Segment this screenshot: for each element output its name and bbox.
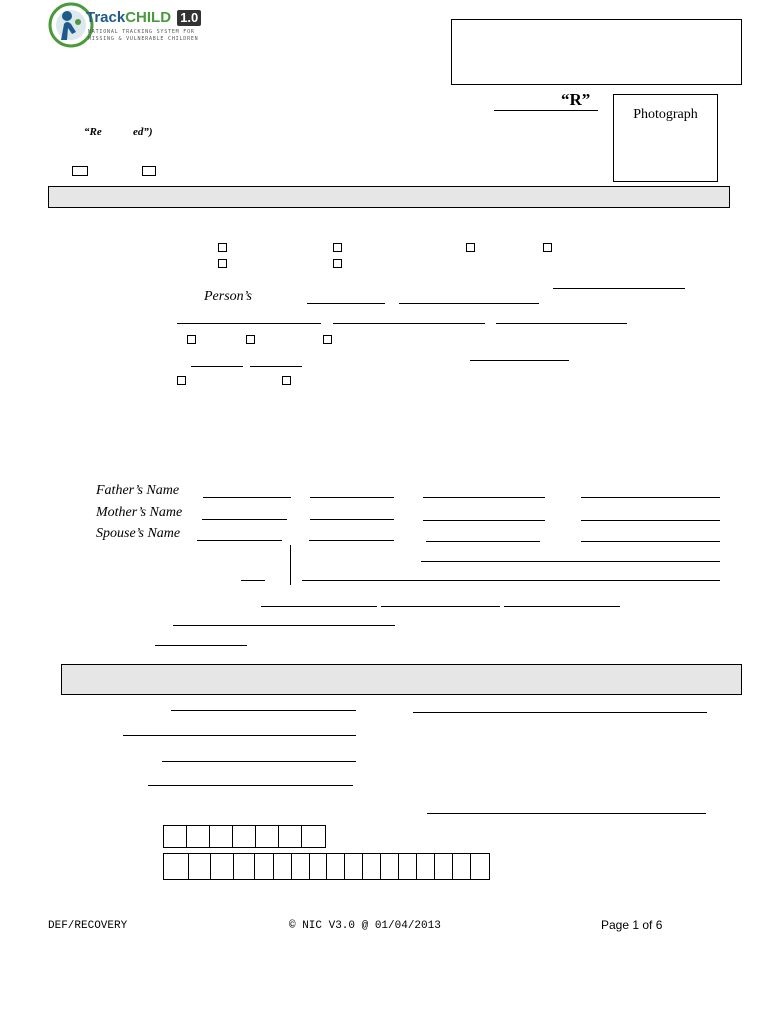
- father-field-3[interactable]: [423, 497, 545, 498]
- re-text-1: “Re: [84, 126, 102, 138]
- grid-cell[interactable]: [327, 854, 345, 879]
- checkbox-r1-1[interactable]: [218, 243, 227, 252]
- version-badge: 1.0: [177, 10, 201, 26]
- spouse-name-label: Spouse’s Name: [96, 526, 181, 541]
- grid-cell[interactable]: [256, 826, 279, 847]
- checkbox-r3-3[interactable]: [323, 335, 332, 344]
- option-checkbox-2[interactable]: [142, 166, 156, 176]
- r-mark: “R”: [561, 90, 591, 109]
- char-grid-short[interactable]: [163, 825, 326, 848]
- grid-cell[interactable]: [310, 854, 328, 879]
- mother-field-4[interactable]: [581, 520, 720, 521]
- re-text-2: ed”): [133, 126, 153, 138]
- char-grid-long[interactable]: [163, 853, 490, 880]
- footer-page-number: Page 1 of 6: [601, 918, 663, 932]
- spouse-field-3[interactable]: [426, 541, 540, 542]
- photograph-label: Photograph: [633, 107, 698, 122]
- grid-cell[interactable]: [435, 854, 453, 879]
- field-d[interactable]: [173, 625, 395, 626]
- checkbox-r1-4[interactable]: [543, 243, 552, 252]
- grid-cell[interactable]: [417, 854, 435, 879]
- field-line[interactable]: [553, 288, 685, 289]
- brand-track: Track: [86, 9, 126, 26]
- office-use-box: [451, 19, 742, 85]
- option-checkbox-1[interactable]: [72, 166, 88, 176]
- checkbox-r3-1[interactable]: [187, 335, 196, 344]
- checkbox-r2-2[interactable]: [333, 259, 342, 268]
- checkbox-r1-2[interactable]: [333, 243, 342, 252]
- small-field[interactable]: [241, 580, 265, 581]
- short-field-3[interactable]: [470, 360, 569, 361]
- lower-field-2[interactable]: [413, 712, 707, 713]
- lower-field-4[interactable]: [162, 761, 356, 762]
- grid-cell[interactable]: [471, 854, 489, 879]
- grid-cell[interactable]: [189, 854, 211, 879]
- mother-field-3[interactable]: [423, 520, 545, 521]
- address-field-2[interactable]: [302, 580, 720, 581]
- mother-field-2[interactable]: [310, 519, 394, 520]
- section-header-band-1: [48, 186, 730, 208]
- mother-field-1[interactable]: [202, 519, 287, 520]
- grid-cell[interactable]: [274, 854, 292, 879]
- grid-cell[interactable]: [302, 826, 325, 847]
- vertical-bar: [290, 545, 291, 585]
- field-a[interactable]: [261, 606, 377, 607]
- checkbox-r4-1[interactable]: [177, 376, 186, 385]
- checkbox-r2-1[interactable]: [218, 259, 227, 268]
- lower-field-6[interactable]: [427, 813, 706, 814]
- grid-cell[interactable]: [363, 854, 381, 879]
- spouse-field-2[interactable]: [309, 540, 394, 541]
- grid-cell[interactable]: [211, 854, 234, 879]
- grid-cell[interactable]: [164, 826, 187, 847]
- spouse-field-4[interactable]: [581, 541, 720, 542]
- brand-child: CHILD: [125, 9, 172, 26]
- checkbox-r3-2[interactable]: [246, 335, 255, 344]
- grid-cell[interactable]: [233, 826, 256, 847]
- checkbox-r4-2[interactable]: [282, 376, 291, 385]
- grid-cell[interactable]: [255, 854, 274, 879]
- field-c[interactable]: [504, 606, 620, 607]
- grid-cell[interactable]: [234, 854, 255, 879]
- section-header-band-2: [61, 664, 742, 695]
- grid-cell[interactable]: [453, 854, 471, 879]
- short-field-1[interactable]: [191, 366, 243, 367]
- footer-version: © NIC V3.0 @ 01/04/2013: [289, 920, 441, 932]
- name-field-2[interactable]: [333, 323, 485, 324]
- trackchild-logo: [48, 2, 199, 50]
- father-field-1[interactable]: [203, 497, 291, 498]
- checkbox-r1-3[interactable]: [466, 243, 475, 252]
- grid-cell[interactable]: [279, 826, 302, 847]
- mother-name-label: Mother’s Name: [96, 505, 183, 520]
- field-e[interactable]: [155, 645, 247, 646]
- grid-cell[interactable]: [345, 854, 363, 879]
- footer-form-code: DEF/RECOVERY: [48, 920, 128, 932]
- lower-field-3[interactable]: [123, 735, 356, 736]
- persons-field-1[interactable]: [307, 303, 385, 304]
- spouse-field-1[interactable]: [197, 540, 282, 541]
- persons-field-2[interactable]: [399, 303, 539, 304]
- grid-cell[interactable]: [164, 854, 189, 879]
- persons-label: Person’s: [204, 289, 252, 304]
- name-field-1[interactable]: [177, 323, 321, 324]
- logo-tagline-2: MISSING & VULNERABLE CHILDREN: [88, 36, 199, 42]
- name-field-3[interactable]: [496, 323, 627, 324]
- father-field-4[interactable]: [581, 497, 720, 498]
- short-field-2[interactable]: [250, 366, 302, 367]
- father-field-2[interactable]: [310, 497, 394, 498]
- photograph-box: [613, 94, 718, 182]
- grid-cell[interactable]: [210, 826, 233, 847]
- grid-cell[interactable]: [399, 854, 417, 879]
- grid-cell[interactable]: [187, 826, 210, 847]
- grid-cell[interactable]: [292, 854, 310, 879]
- father-name-label: Father’s Name: [96, 483, 180, 498]
- field-b[interactable]: [381, 606, 500, 607]
- lower-field-1[interactable]: [171, 710, 356, 711]
- grid-cell[interactable]: [381, 854, 399, 879]
- address-field-1[interactable]: [421, 561, 720, 562]
- lower-field-5[interactable]: [148, 785, 353, 786]
- logo-tagline-1: NATIONAL TRACKING SYSTEM FOR: [88, 29, 195, 35]
- r-underline: [494, 110, 598, 111]
